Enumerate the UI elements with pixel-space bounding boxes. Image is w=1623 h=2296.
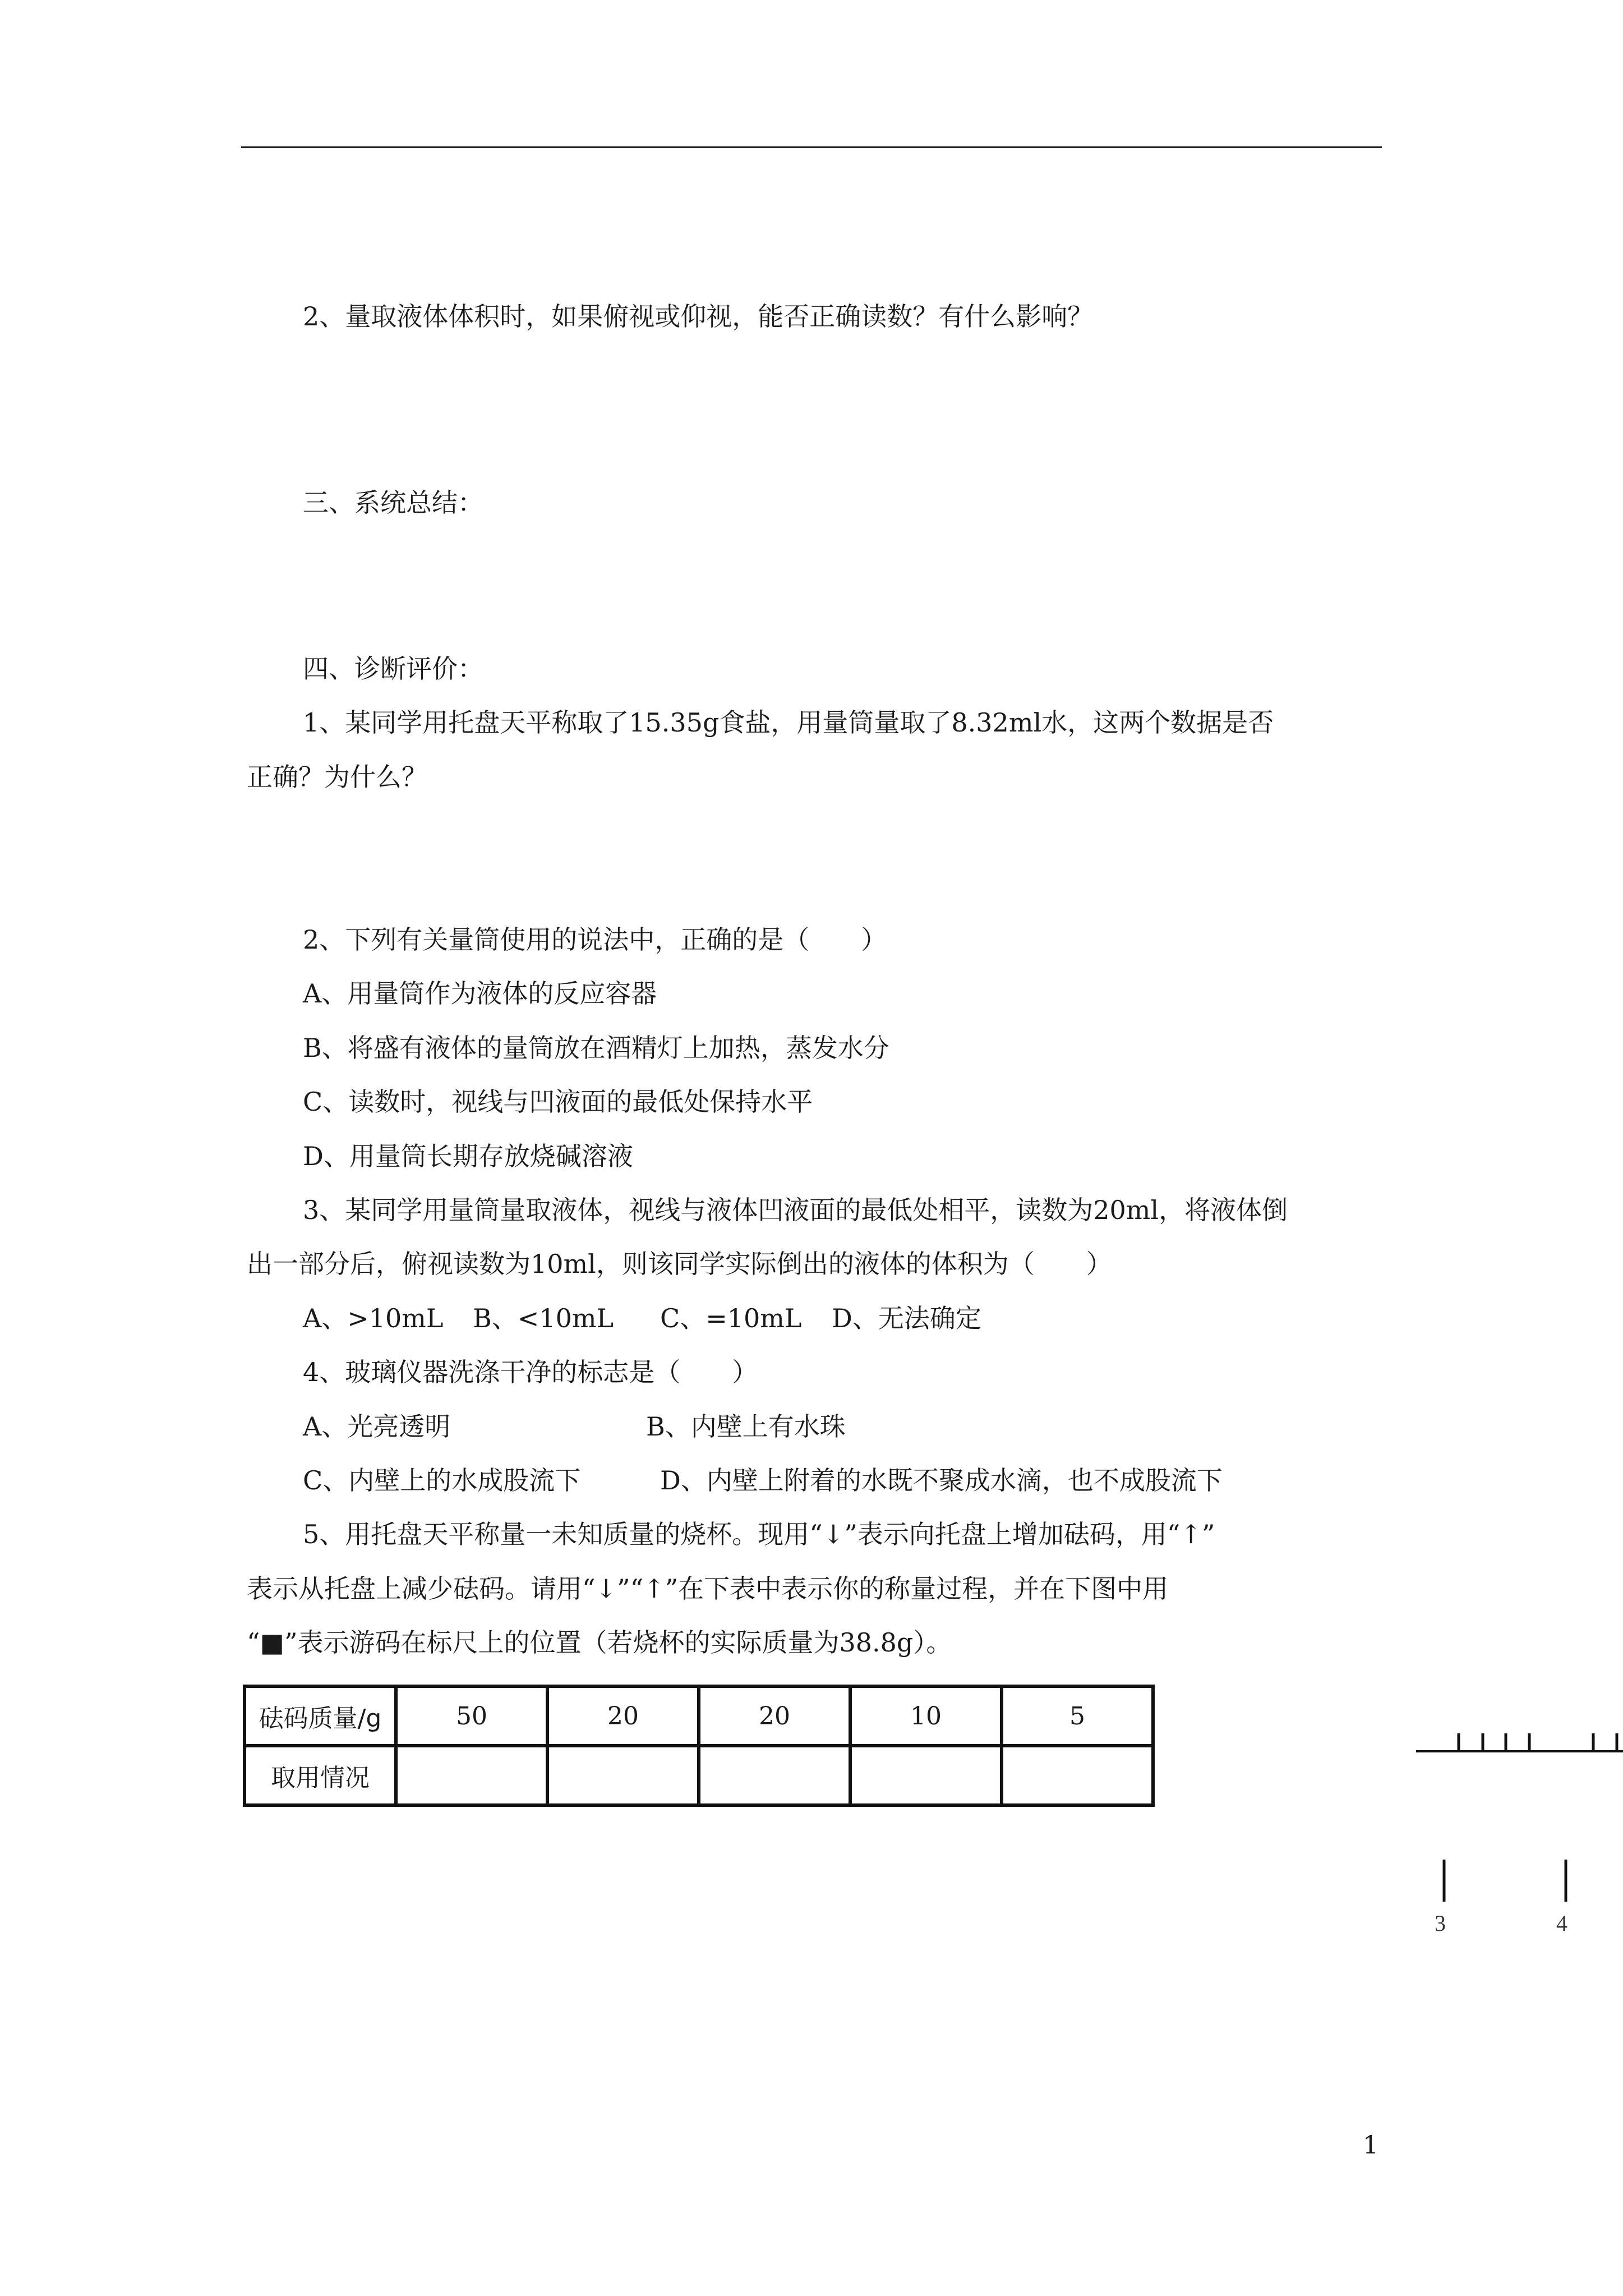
section-diagnosis-heading: 四、诊断评价：: [303, 654, 483, 684]
usage-cell[interactable]: [850, 1746, 1002, 1805]
q2-option-b: B、将盛有液体的量筒放在酒精灯上加热，蒸发水分: [303, 1033, 889, 1063]
usage-row-label: 取用情况: [245, 1746, 396, 1805]
usage-cell[interactable]: [699, 1746, 850, 1805]
usage-cell[interactable]: [547, 1746, 699, 1805]
question-measure-reading: 2、量取液体体积时，如果俯视或仰视，能否正确读数？有什么影响？: [303, 301, 1094, 332]
q3-option-c: C、=10mL: [660, 1303, 802, 1333]
header-rule: [241, 146, 1382, 148]
q4-option-d: D、内壁上附着的水既不聚成水滴，也不成股流下: [660, 1465, 1223, 1496]
q3-line-1: 3、某同学用量筒量取液体，视线与液体凹液面的最低处相平，读数为20ml，将液体倒: [303, 1195, 1288, 1225]
weight-cell: 5: [1002, 1686, 1153, 1746]
q3-line-2: 出一部分后，俯视读数为10ml，则该同学实际倒出的液体的体积为（ ）: [247, 1249, 1112, 1279]
q2-option-d: D、用量筒长期存放烧碱溶液: [303, 1141, 633, 1171]
q2-stem: 2、下列有关量筒使用的说法中，正确的是（ ）: [303, 924, 887, 955]
q2-option-c: C、读数时，视线与凹液面的最低处保持水平: [303, 1087, 813, 1117]
usage-cell[interactable]: [1002, 1746, 1153, 1805]
q1-line-1: 1、某同学用托盘天平称取了15.35g食盐，用量筒量取了8.32ml水，这两个数据是否: [303, 707, 1274, 738]
q3-option-a: A、>10mL: [303, 1303, 444, 1333]
q4-stem: 4、玻璃仪器洗涤干净的标志是（ ）: [303, 1357, 758, 1387]
weights-row-label: 砝码质量/g: [245, 1686, 396, 1746]
q3-option-d: D、无法确定: [832, 1303, 981, 1333]
ruler-label: 4: [1556, 1911, 1567, 1936]
q5-line-3: “■”表示游码在标尺上的位置（若烧杯的实际质量为38.8g）。: [247, 1627, 952, 1658]
usage-row: [245, 1746, 1153, 1805]
q4-option-b: B、内壁上有水珠: [646, 1411, 846, 1442]
q3-option-b: B、<10mL: [473, 1303, 614, 1333]
weights-table: [243, 1685, 1155, 1807]
q2-option-a: A、用量筒作为液体的反应容器: [303, 978, 657, 1009]
usage-cell[interactable]: [396, 1746, 547, 1805]
section-summary-heading: 三、系统总结：: [303, 487, 483, 518]
q4-option-a: A、光亮透明: [303, 1411, 451, 1442]
weight-cell: 10: [850, 1686, 1002, 1746]
weight-cell: 20: [699, 1686, 850, 1746]
q4-option-c: C、内壁上的水成股流下: [303, 1465, 581, 1496]
q1-line-2: 正确？为什么？: [247, 762, 427, 792]
weights-row: [245, 1686, 1153, 1746]
weight-cell: 20: [547, 1686, 699, 1746]
q5-line-2: 表示从托盘上减少砝码。请用“↓”“↑”在下表中表示你的称量过程，并在下图中用: [247, 1573, 1169, 1604]
balance-scale-ruler[interactable]: [1416, 1733, 1623, 1969]
weight-cell: 50: [396, 1686, 547, 1746]
q5-line-1: 5、用托盘天平称量一未知质量的烧杯。现用“↓”表示向托盘上增加砝码，用“↑”: [303, 1519, 1215, 1549]
page-number: 1: [1363, 2131, 1378, 2160]
ruler-label: 3: [1435, 1911, 1446, 1936]
